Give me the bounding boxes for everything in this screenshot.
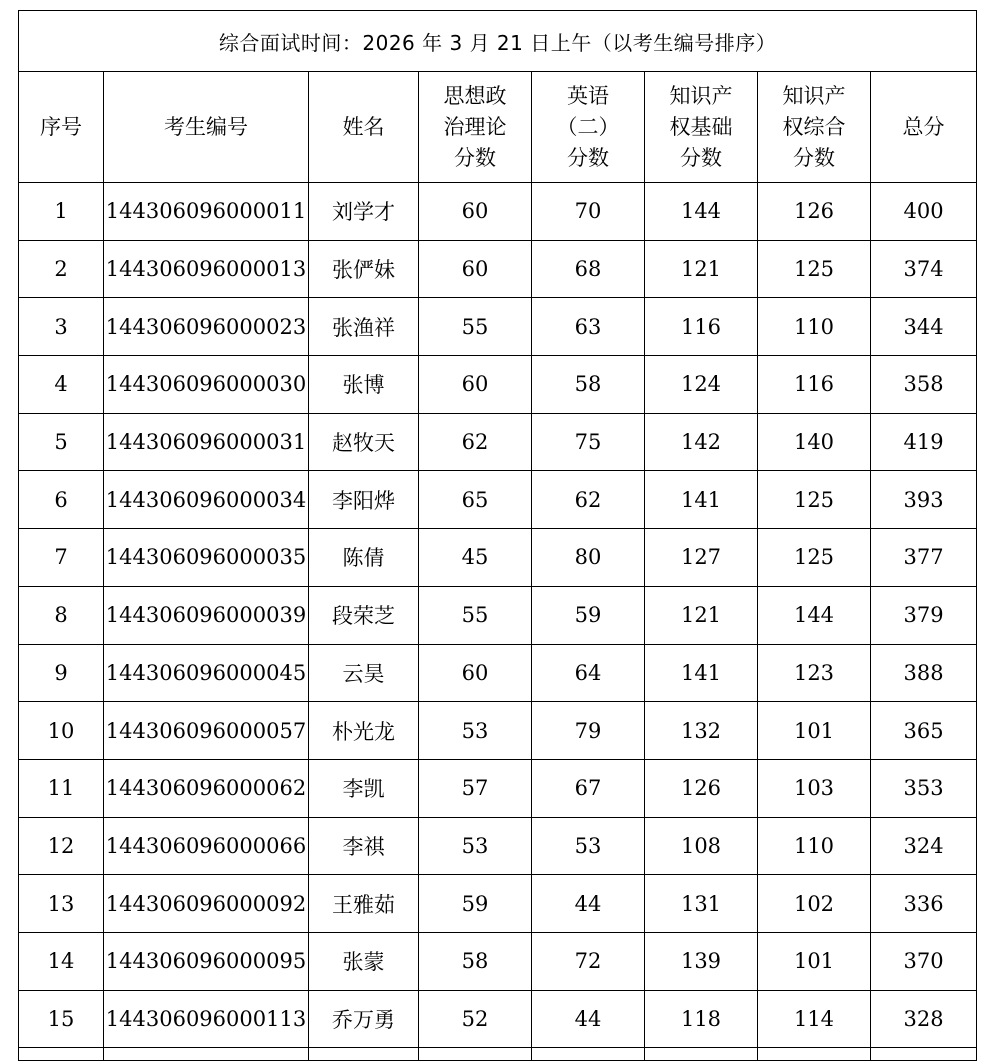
cell-seq: 4 — [19, 356, 104, 414]
cell-total: 374 — [871, 240, 977, 298]
cell-ip-basic: 144 — [645, 183, 758, 241]
header-ip-comp-line: 权综合 — [782, 114, 846, 139]
cell-exam-id: 144306096000062 — [104, 759, 309, 817]
table-row — [19, 875, 977, 933]
header-politics-line: 分数 — [454, 145, 496, 170]
cell-seq: 10 — [19, 702, 104, 760]
cell-ip-comp: 102 — [758, 875, 871, 933]
cell-ip-basic: 141 — [645, 644, 758, 702]
cell-politics: 58 — [419, 932, 532, 990]
cell-ip-comp: 123 — [758, 644, 871, 702]
header-english-line: 英语 — [567, 83, 609, 108]
cell-total: 379 — [871, 586, 977, 644]
cell-name: 李阳烨 — [309, 471, 419, 529]
cell-total: 365 — [871, 702, 977, 760]
cell-english: 58 — [532, 356, 645, 414]
header-row — [19, 72, 977, 183]
cell-name: 李凯 — [309, 759, 419, 817]
score-sheet — [18, 10, 976, 1061]
cell-ip-comp: 101 — [758, 932, 871, 990]
cell-name: 王雅茹 — [309, 875, 419, 933]
cell-politics: 65 — [419, 471, 532, 529]
cell-politics: 60 — [419, 644, 532, 702]
cell-ip-basic: 118 — [645, 990, 758, 1048]
cell-total: 377 — [871, 529, 977, 587]
table-row — [19, 471, 977, 529]
cell-total: 419 — [871, 413, 977, 471]
cell-politics: 60 — [419, 240, 532, 298]
cell-ip-basic: 124 — [645, 356, 758, 414]
cell-ip-basic: 108 — [645, 817, 758, 875]
cell-politics: 59 — [419, 875, 532, 933]
cell-politics: 62 — [419, 413, 532, 471]
cell-ip-basic: 116 — [645, 298, 758, 356]
cell-seq: 3 — [19, 298, 104, 356]
cell-english: 53 — [532, 817, 645, 875]
cell-name: 刘学才 — [309, 183, 419, 241]
cell-exam-id: 144306096000030 — [104, 356, 309, 414]
header-ip-comp — [758, 72, 871, 183]
cell-ip-comp: 114 — [758, 990, 871, 1048]
cell-ip-comp: 144 — [758, 586, 871, 644]
header-english-line: 分数 — [567, 145, 609, 170]
cell-name: 张俨妹 — [309, 240, 419, 298]
cell-name: 赵牧天 — [309, 413, 419, 471]
cell-english: 64 — [532, 644, 645, 702]
title-row — [19, 11, 977, 72]
header-ip-basic-line: 权基础 — [669, 114, 733, 139]
cell-exam-id: 144306096000045 — [104, 644, 309, 702]
header-name: 姓名 — [309, 72, 419, 183]
cell-seq: 12 — [19, 817, 104, 875]
cell-name: 云昊 — [309, 644, 419, 702]
table-row — [19, 240, 977, 298]
header-ip-basic-line: 知识产 — [669, 83, 733, 108]
cell-ip-comp: 103 — [758, 759, 871, 817]
table-row — [19, 413, 977, 471]
table-row — [19, 644, 977, 702]
cell-exam-id: 144306096000035 — [104, 529, 309, 587]
cell-seq: 8 — [19, 586, 104, 644]
cell-seq: 5 — [19, 413, 104, 471]
cell-ip-basic: 139 — [645, 932, 758, 990]
cell-ip-comp: 110 — [758, 817, 871, 875]
cell-ip-comp: 125 — [758, 240, 871, 298]
header-total: 总分 — [871, 72, 977, 183]
table-title: 综合面试时间：2026 年 3 月 21 日上午（以考生编号排序） — [19, 11, 977, 72]
cell-english: 75 — [532, 413, 645, 471]
cell-ip-basic: 142 — [645, 413, 758, 471]
cell-english: 68 — [532, 240, 645, 298]
table-row — [19, 932, 977, 990]
cell-politics: 55 — [419, 298, 532, 356]
cell-seq: 9 — [19, 644, 104, 702]
cell-name: 张蒙 — [309, 932, 419, 990]
cell-name: 张博 — [309, 356, 419, 414]
cell-seq: 2 — [19, 240, 104, 298]
table-row — [19, 586, 977, 644]
cell-total: 393 — [871, 471, 977, 529]
cell-exam-id: 144306096000095 — [104, 932, 309, 990]
cell-politics: 52 — [419, 990, 532, 1048]
cell-politics: 60 — [419, 183, 532, 241]
cell-english: 79 — [532, 702, 645, 760]
cell-english: 80 — [532, 529, 645, 587]
header-english — [532, 72, 645, 183]
header-seq: 序号 — [19, 72, 104, 183]
cell-ip-comp: 140 — [758, 413, 871, 471]
cell-total: 370 — [871, 932, 977, 990]
header-politics — [419, 72, 532, 183]
cell-politics: 60 — [419, 356, 532, 414]
cell-total: 324 — [871, 817, 977, 875]
cell-english: 62 — [532, 471, 645, 529]
table-row — [19, 759, 977, 817]
header-politics-line: 治理论 — [443, 114, 507, 139]
cell-english: 70 — [532, 183, 645, 241]
cell-exam-id: 144306096000013 — [104, 240, 309, 298]
cell-seq: 13 — [19, 875, 104, 933]
cell-english: 63 — [532, 298, 645, 356]
table-row — [19, 298, 977, 356]
cell-politics: 57 — [419, 759, 532, 817]
cell-exam-id: 144306096000031 — [104, 413, 309, 471]
cell-exam-id: 144306096000113 — [104, 990, 309, 1048]
cell-total: 336 — [871, 875, 977, 933]
cell-seq: 11 — [19, 759, 104, 817]
cell-ip-basic: 121 — [645, 586, 758, 644]
cell-ip-basic: 131 — [645, 875, 758, 933]
cell-ip-basic: 127 — [645, 529, 758, 587]
header-ip-basic — [645, 72, 758, 183]
cell-ip-comp: 116 — [758, 356, 871, 414]
cell-seq: 1 — [19, 183, 104, 241]
cell-ip-basic: 132 — [645, 702, 758, 760]
header-exam-id: 考生编号 — [104, 72, 309, 183]
cell-exam-id: 144306096000092 — [104, 875, 309, 933]
cell-english: 59 — [532, 586, 645, 644]
cell-exam-id: 144306096000057 — [104, 702, 309, 760]
cell-name: 乔万勇 — [309, 990, 419, 1048]
cell-seq: 15 — [19, 990, 104, 1048]
cell-total: 358 — [871, 356, 977, 414]
cell-ip-comp: 125 — [758, 471, 871, 529]
cell-english: 67 — [532, 759, 645, 817]
score-table — [18, 10, 977, 1061]
cell-ip-comp: 125 — [758, 529, 871, 587]
cell-seq: 14 — [19, 932, 104, 990]
cell-name: 张渔祥 — [309, 298, 419, 356]
cell-exam-id: 144306096000011 — [104, 183, 309, 241]
cell-english: 44 — [532, 990, 645, 1048]
table-row — [19, 356, 977, 414]
cell-english: 72 — [532, 932, 645, 990]
table-row — [19, 817, 977, 875]
cell-seq: 7 — [19, 529, 104, 587]
cell-exam-id: 144306096000066 — [104, 817, 309, 875]
cell-name: 陈倩 — [309, 529, 419, 587]
cell-politics: 53 — [419, 702, 532, 760]
cell-name: 段荣芝 — [309, 586, 419, 644]
cell-seq: 6 — [19, 471, 104, 529]
cell-politics: 45 — [419, 529, 532, 587]
cell-ip-basic: 121 — [645, 240, 758, 298]
cell-ip-basic: 126 — [645, 759, 758, 817]
cell-name: 朴光龙 — [309, 702, 419, 760]
header-ip-basic-line: 分数 — [680, 145, 722, 170]
cell-name: 李祺 — [309, 817, 419, 875]
cell-total: 400 — [871, 183, 977, 241]
cell-exam-id: 144306096000023 — [104, 298, 309, 356]
cell-ip-comp: 101 — [758, 702, 871, 760]
header-ip-comp-line: 分数 — [793, 145, 835, 170]
table-row — [19, 183, 977, 241]
cell-total: 344 — [871, 298, 977, 356]
table-row — [19, 702, 977, 760]
cell-total: 353 — [871, 759, 977, 817]
header-politics-line: 思想政 — [443, 83, 507, 108]
table-row — [19, 990, 977, 1048]
cell-exam-id: 144306096000039 — [104, 586, 309, 644]
cell-ip-comp: 110 — [758, 298, 871, 356]
header-english-line: （二） — [556, 114, 620, 139]
cell-politics: 53 — [419, 817, 532, 875]
cell-total: 328 — [871, 990, 977, 1048]
cell-total: 388 — [871, 644, 977, 702]
cell-politics: 55 — [419, 586, 532, 644]
header-ip-comp-line: 知识产 — [782, 83, 846, 108]
cell-ip-comp: 126 — [758, 183, 871, 241]
cell-english: 44 — [532, 875, 645, 933]
cell-ip-basic: 141 — [645, 471, 758, 529]
cell-exam-id: 144306096000034 — [104, 471, 309, 529]
table-row — [19, 529, 977, 587]
